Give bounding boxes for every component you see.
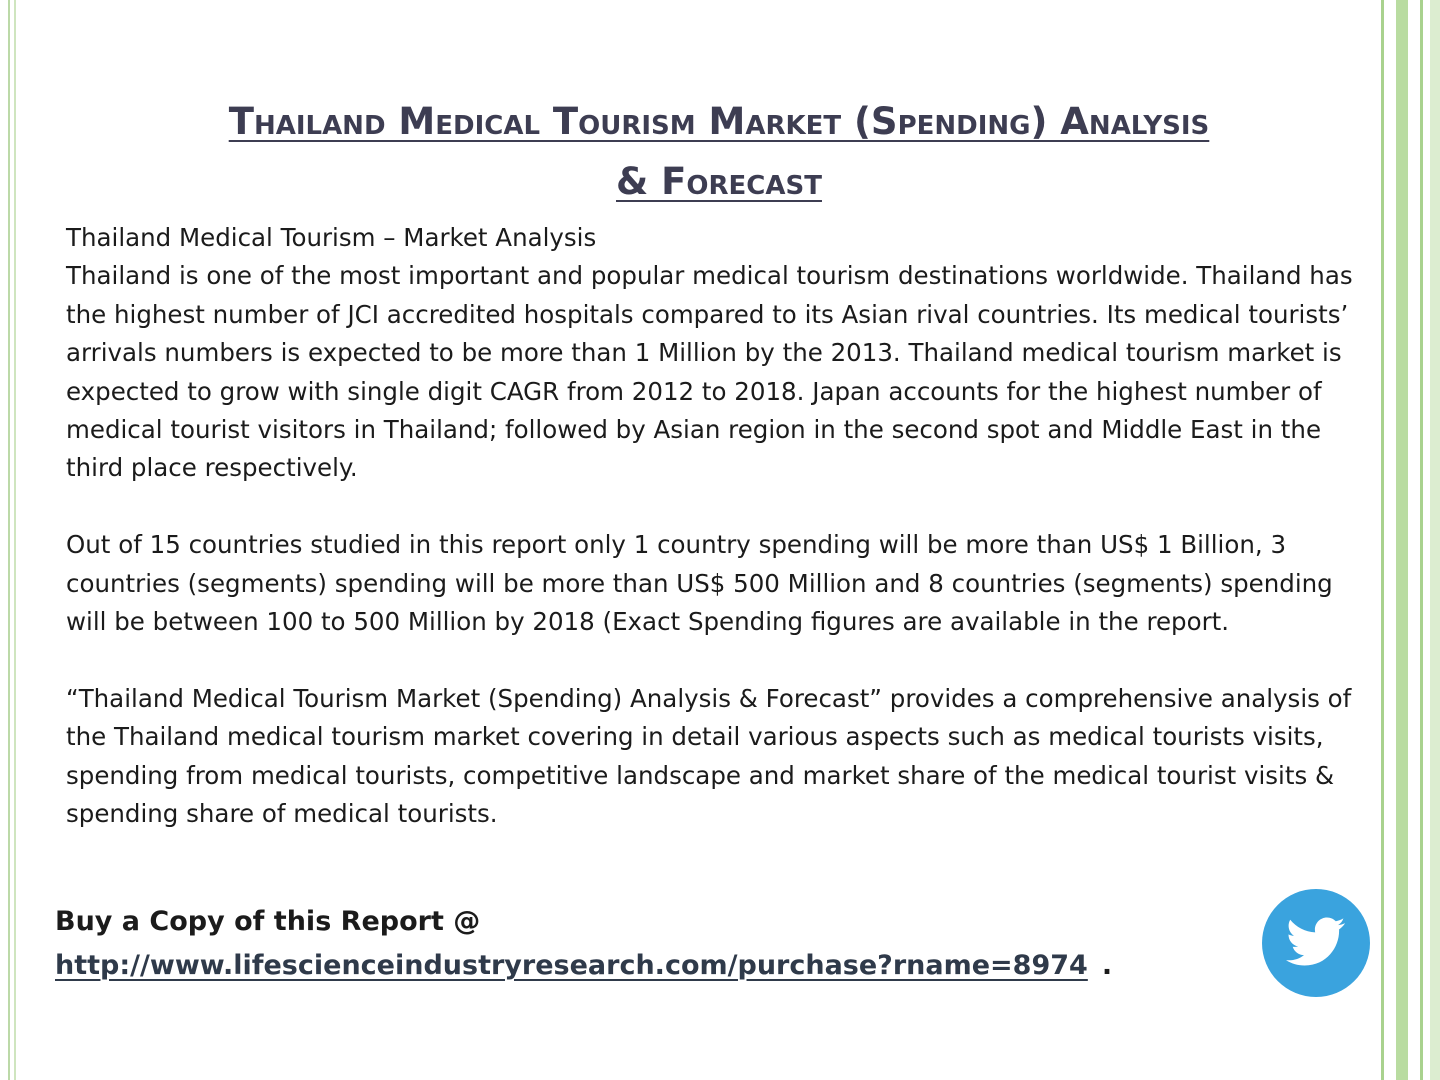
section-heading: Thailand Medical Tourism – Market Analysis (66, 223, 597, 252)
paragraph-report-summary: “Thailand Medical Tourism Market (Spending) Analysis & Forecast” provides a comprehensive analysis of the Thailand medical tourism market covering in detail various aspects such as medical tourists visits, spending from medical tourists, competitive landscape and market share of the medical tourist visits & spending share of medical tourists. (66, 683, 1352, 829)
twitter-bird-icon (1286, 917, 1346, 969)
report-content (66, 219, 1356, 833)
paragraph-spacer (66, 641, 1356, 679)
buy-section (55, 900, 1175, 988)
twitter-share-button[interactable] (1262, 889, 1370, 997)
page-title (160, 92, 1278, 212)
paragraph-spacer (66, 488, 1356, 526)
title-line-1: Thailand Medical Tourism Market (Spending) Analysis (228, 100, 1210, 143)
right-border-edge (1430, 0, 1440, 1080)
paragraph-spending: Out of 15 countries studied in this report only 1 country spending will be more than US$ 1 Billion, 3 countries (segments) spending will be more than US$ 500 Million and 8 countries (segments) spending will be between 100 to 500 Million by 2018 (Exact Spending figures are available in the report. (66, 530, 1333, 637)
left-border-line (8, 0, 10, 1080)
purchase-link[interactable]: http://www.lifescienceindustryresearch.com/purchase?rname=8974 (55, 950, 1088, 981)
right-border-band (1396, 0, 1408, 1080)
title-line-2: & Forecast (616, 160, 822, 203)
left-border-line-inner (14, 0, 16, 1080)
right-border-line-outer (1420, 0, 1423, 1080)
buy-link-row (55, 944, 1175, 988)
trailing-period: . (1101, 950, 1113, 981)
paragraph-market-analysis: Thailand is one of the most important and popular medical tourism destinations worldwide. Thailand has the highest number of JCI accredited hospitals compared to its Asian rival countries. Its medical tourists’ arrivals numbers is expected to be more than 1 Million by the 2013. Thailand medical tourism market is expected to grow with single digit CAGR from 2012 to 2018. Japan accounts for the highest number of medical tourist visitors in Thailand; followed by Asian region in the second spot and Middle East in the third place respectively. (66, 261, 1353, 483)
buy-label: Buy a Copy of this Report @ (55, 906, 481, 937)
right-border-line (1381, 0, 1384, 1080)
